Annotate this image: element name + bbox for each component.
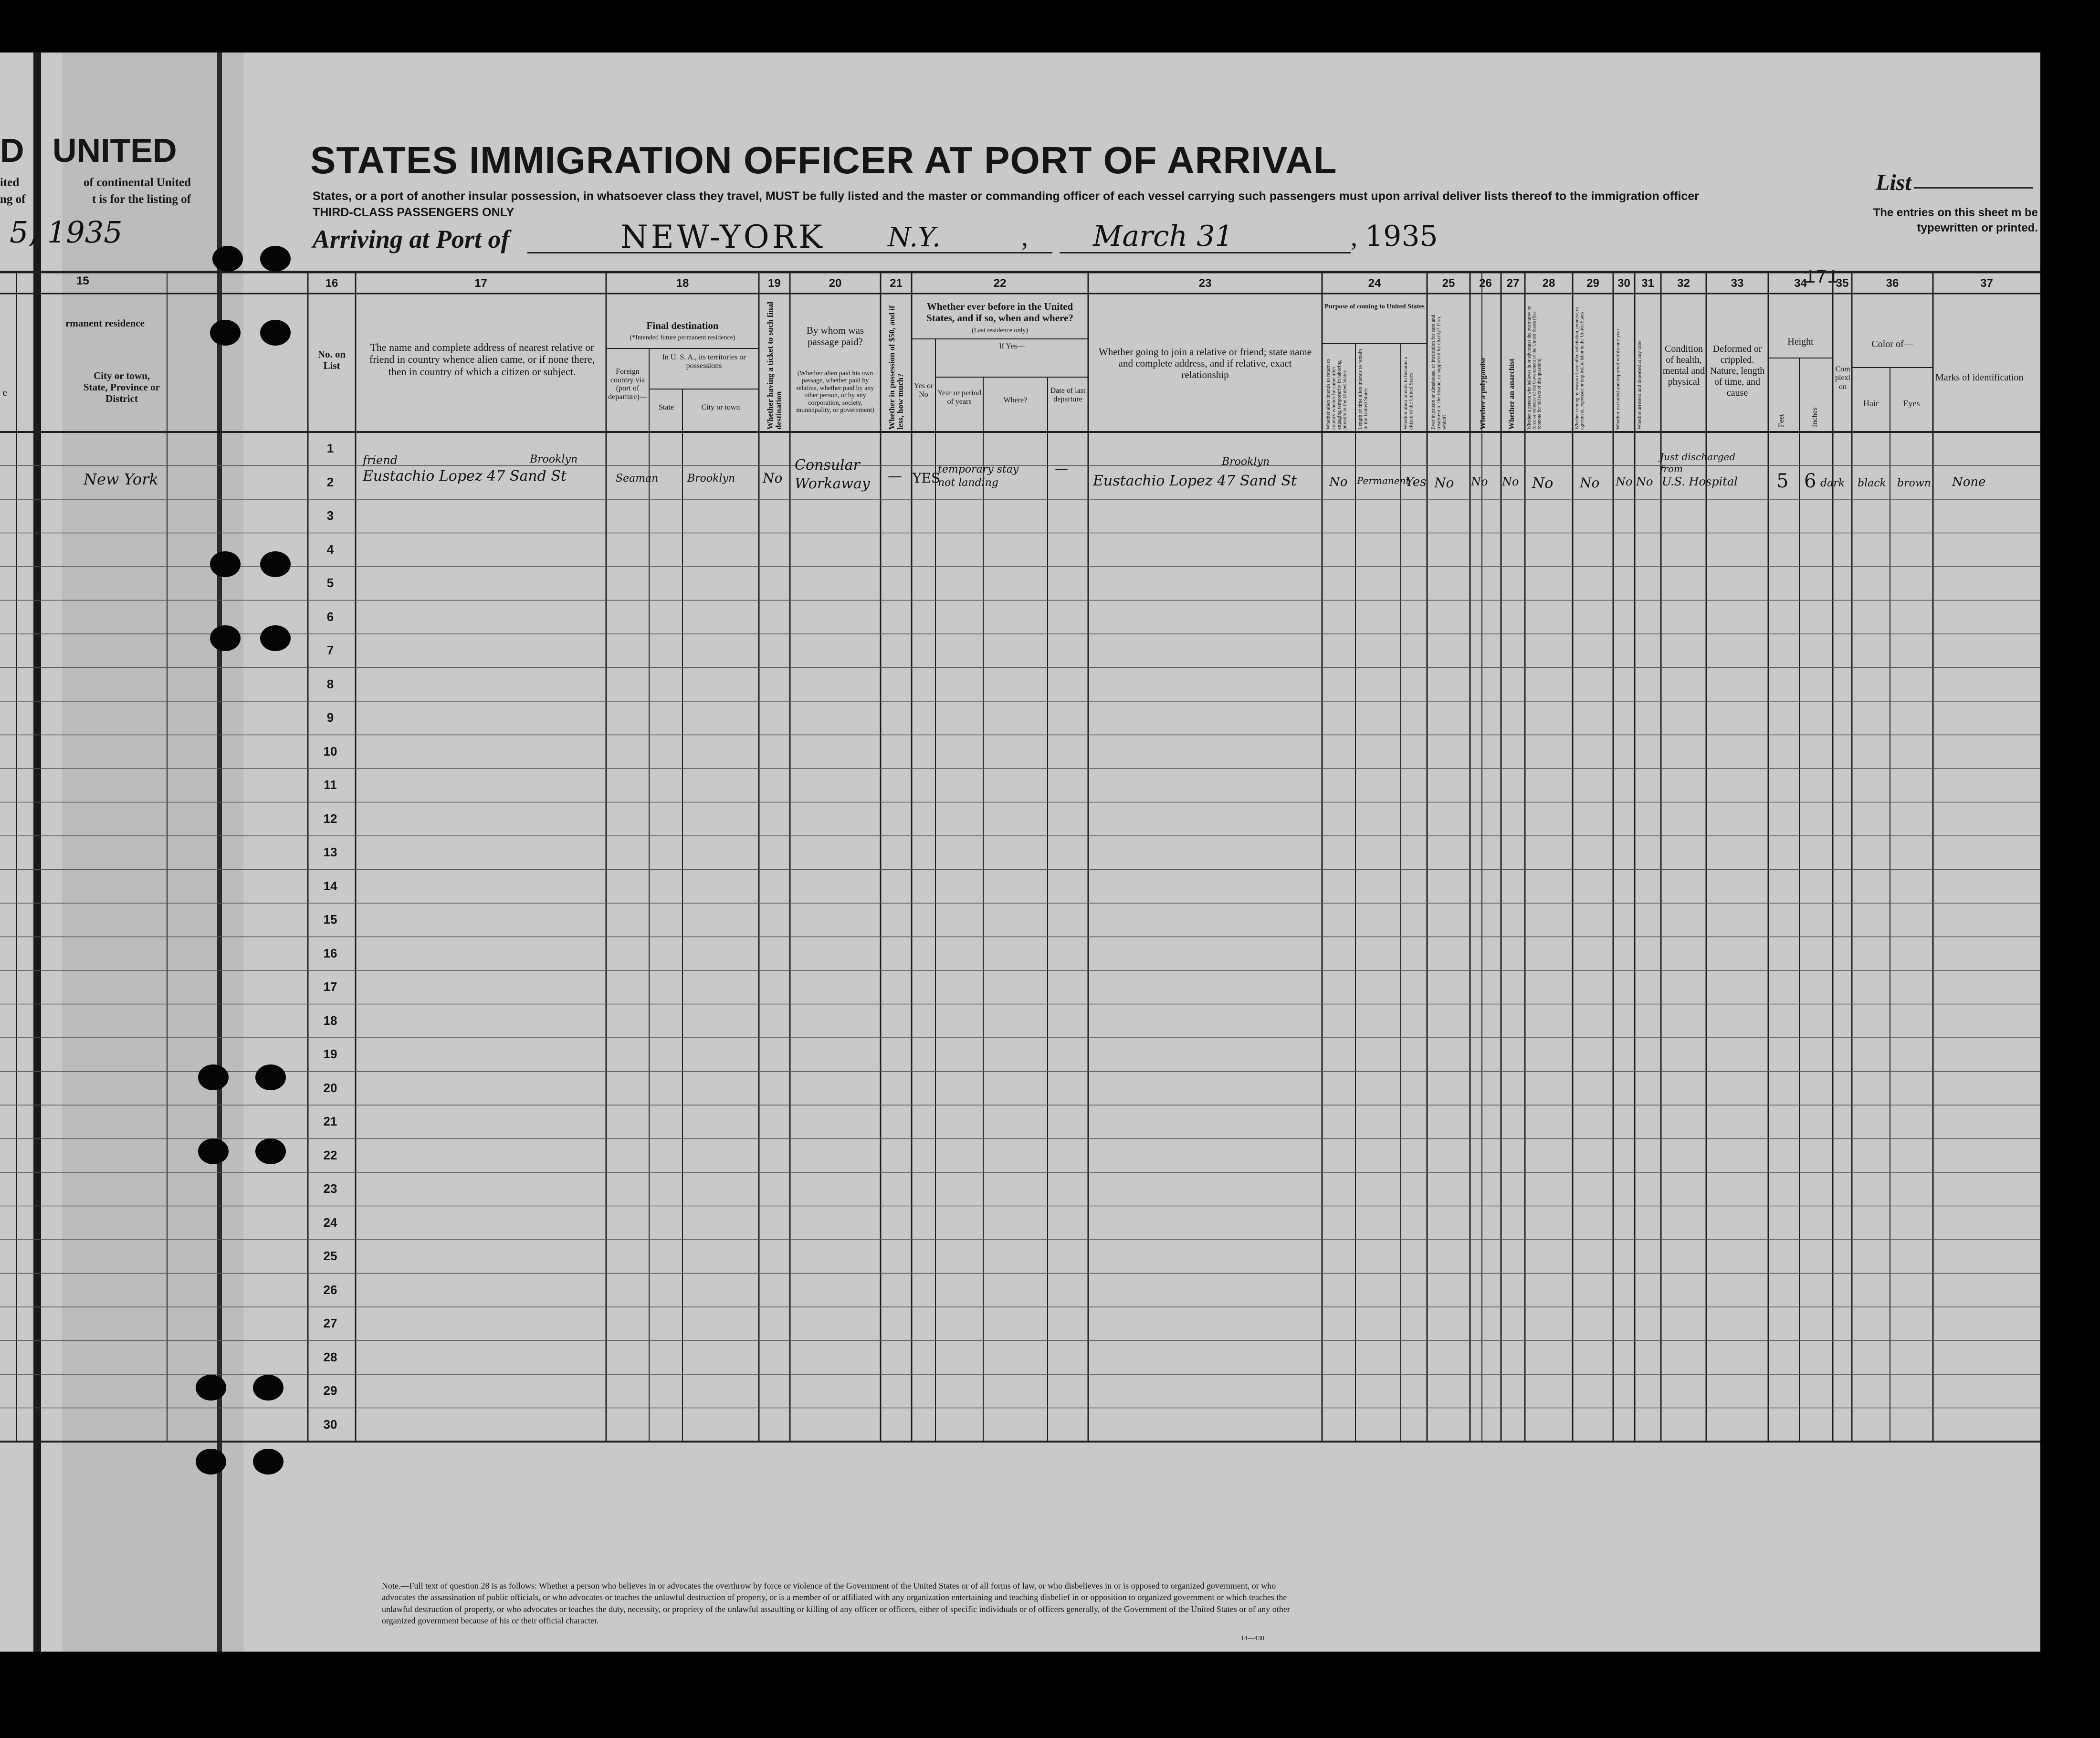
left-residence: New York [84, 470, 158, 488]
row-number: 9 [326, 710, 334, 725]
col18-usa: In U. S. A., its territories or possessions [662, 353, 746, 370]
header-line-1: States, or a port of another insular possession, in whatsoever class they travel, MUST be fully listed and the master or commanding officer of each vessel carrying such passengers must upon arrival deliver lists thereof to the immigration officer [313, 190, 1699, 203]
col27-number: 27 [1506, 277, 1520, 290]
punch-hole [260, 320, 291, 346]
entry-passage-paid: Consular Workaway [795, 457, 870, 492]
col37-number: 37 [1980, 277, 1993, 290]
col21-header: Whether in possession of $50, and if less, how much? [887, 305, 905, 430]
col18-state: State [659, 403, 674, 411]
entry-ticket: No [763, 470, 783, 486]
col24-number: 24 [1368, 277, 1381, 290]
col26-number: 26 [1479, 277, 1492, 290]
col33-header: Deformed or crippled. Nature, length of time, and cause [1710, 344, 1765, 398]
entry-prison: No [1434, 475, 1454, 491]
list-label: List [1876, 170, 1911, 195]
col34-feet: Feet [1777, 414, 1785, 427]
punch-hole [212, 246, 243, 272]
row-number: 15 [323, 912, 337, 927]
entry-join-city: Brooklyn [1222, 456, 1270, 468]
col20-sub: (Whether alien paid his own passage, whether paid by relative, whether paid by any other person, or by any corporation, society, municipality, or government) [796, 370, 874, 414]
col30-number: 30 [1617, 277, 1630, 290]
entry-anarchist: No [1502, 475, 1519, 488]
row-number: 24 [323, 1215, 337, 1230]
punch-hole [196, 1375, 226, 1401]
row-number: 11 [324, 778, 337, 792]
date-value: March 31 [1093, 220, 1233, 253]
sheet-number: 171 [1804, 267, 1839, 289]
col36-eyes: Eyes [1903, 399, 1920, 408]
punch-hole [260, 551, 291, 577]
manifest-sheet [0, 53, 2040, 1652]
row-number: 17 [323, 980, 337, 994]
entry-citizen: Yes [1406, 475, 1427, 489]
entry-relative-city: Brooklyn [530, 453, 578, 465]
col24-a: Whether alien intends to return to country whence he came after engaging temporarily in laboring pursuits in the United States [1325, 358, 1348, 430]
port-value: NEW-YORK [620, 219, 825, 255]
row-number: 2 [326, 474, 334, 489]
row-number: 19 [323, 1047, 337, 1062]
col36-number: 36 [1886, 277, 1899, 290]
table-grid [0, 53, 2040, 1652]
entry-offer: No [1580, 475, 1600, 491]
entry-join: Eustachio Lopez 47 Sand St [1093, 473, 1297, 489]
row-number: 1 [326, 441, 334, 456]
row-number: 4 [326, 542, 334, 557]
comma-2: , [1351, 222, 1357, 252]
col21-number: 21 [890, 277, 903, 290]
punch-hole [253, 1375, 284, 1401]
col29-header: Whether coming by reason of any offer, solicitation, promise, or agreement, expressed or implied, to labor in the United States [1575, 306, 1585, 430]
row-rules [0, 466, 2040, 1408]
entry-money: — [888, 468, 902, 485]
row-number: 30 [323, 1417, 337, 1432]
punch-hole [260, 246, 291, 272]
punch-hole [210, 551, 241, 577]
entry-polygamist: No [1471, 475, 1488, 488]
col22-date: Date of last departure [1050, 387, 1086, 403]
year-value: 1935 [1365, 220, 1438, 253]
col22-sub: (Last residence only) [971, 327, 1029, 334]
row-number: 8 [326, 676, 334, 691]
row-number: 7 [326, 643, 334, 658]
col22-where: Where? [1003, 396, 1028, 404]
col23-number: 23 [1198, 277, 1212, 290]
left-line-1: ited [0, 176, 20, 189]
col28-number: 28 [1542, 277, 1555, 290]
row-number: 12 [323, 811, 337, 826]
row-number: 3 [326, 508, 334, 523]
col22-number: 22 [993, 277, 1007, 290]
col33-number: 33 [1731, 277, 1744, 290]
punch-hole [198, 1064, 229, 1090]
row-number: 6 [326, 609, 334, 624]
entry-health-note: Just discharged from [1660, 451, 1736, 474]
col37-header: Marks of identification [1935, 372, 2024, 383]
col34-inches: Inches [1811, 407, 1819, 427]
entry-feet: 5 [1776, 470, 1789, 492]
left-line-2: of continental United [84, 176, 191, 189]
col18-city: City or town [701, 403, 740, 411]
col18-sub: (*Intended future permanent residence) [630, 334, 735, 341]
punch-hole [253, 1449, 284, 1475]
col18-number: 18 [676, 277, 689, 290]
left-title-united: UNITED [52, 132, 177, 169]
header-line-2: THIRD-CLASS PASSENGERS ONLY [313, 205, 514, 219]
punch-hole [255, 1064, 286, 1090]
col35-header: Complexion [1835, 365, 1850, 391]
row-number: 20 [323, 1080, 337, 1095]
punch-hole [255, 1138, 286, 1164]
row-number: 25 [323, 1249, 337, 1264]
col22-ifyes: If Yes— [999, 342, 1025, 350]
entry-arrested: No [1636, 475, 1653, 488]
row-number: 5 [326, 576, 334, 590]
col29-number: 29 [1586, 277, 1599, 290]
col19-number: 19 [768, 277, 781, 290]
col17-header: The name and complete address of nearest relative or friend in country whence alien came, or if none there, then in country of which a citizen or subject. [369, 341, 595, 378]
col24-header: Purpose of coming to United States [1324, 303, 1425, 310]
entry-complexion: dark [1820, 477, 1845, 489]
entry-health: U.S. Hospital [1662, 475, 1738, 488]
row-number: 22 [323, 1148, 337, 1162]
page-title: STATES IMMIGRATION OFFICER AT PORT OF ARRIVAL [310, 139, 1337, 181]
entry-relative-note: friend [363, 453, 398, 467]
entry-return: No [1329, 475, 1348, 489]
entry-hair: black [1858, 477, 1886, 489]
row-number: 14 [323, 878, 337, 893]
col20-header: By whom was passage paid? [806, 325, 864, 348]
punch-hole [210, 320, 241, 346]
left-col15-header: rmanent residence [65, 317, 145, 329]
state-value: N.Y. [888, 222, 941, 253]
col23-header: Whether going to join a relative or friend; state name and complete address, and if relative, exact relationship [1098, 346, 1312, 381]
col28-header: Whether a person who believes in or advocates the overthrow by force or violence of the Government of the United States (See footnote for full text of this question) [1527, 305, 1542, 430]
col35-number: 35 [1836, 277, 1849, 290]
entry-before-us: YES [913, 470, 941, 486]
col24-b: Length of time alien intends to remain in the United States [1357, 349, 1369, 430]
col31-number: 31 [1641, 277, 1654, 290]
col30-header: Whether excluded and deported within one year [1615, 328, 1621, 430]
footnote: Note.—Full text of question 28 is as follows: Whether a person who believes in or advocates the overthrow by force or violence of the Government of the United States or of all forms of law, or who disbelieves in or is opposed to organized government, or who advocates the assassination of public officials, or who advocates or teaches the unlawful destruction of property, or is a member of or affiliated with any organization entertaining and teaching disbelief in or opposition to organized government or which teaches the unlawful destruction of property, or who advocates or teaches the duty, necessity, or propriety of the unlawful assaulting or killing of any officer or officers, either of specific individuals or of officers generally, of the Government of the United States or of any other organized government because of his or their official character. [382, 1581, 1290, 1625]
entry-relative: Eustachio Lopez 47 Sand St [363, 468, 567, 485]
col25-number: 25 [1442, 277, 1455, 290]
entry-length: Permanent [1357, 475, 1410, 486]
left-date-fragment: 5, 1935 [10, 215, 123, 250]
col32-header: Condition of health, mental and physical [1662, 344, 1705, 387]
row-number: 21 [323, 1114, 337, 1129]
entry-overthrow: No [1532, 475, 1554, 492]
col24-c: Whether alien intends to become a citizen of the United States [1403, 357, 1414, 430]
punch-hole [260, 625, 291, 651]
col26-header: Whether a polygamist [1479, 358, 1487, 430]
row-number: 23 [323, 1181, 337, 1196]
col22-yesno: Yes or No [914, 382, 934, 399]
row-number: 29 [323, 1383, 337, 1398]
left-col15-number: 15 [76, 274, 89, 287]
left-col-fragment: e [2, 387, 7, 398]
col27-header: Whether an anarchist [1508, 358, 1516, 430]
col31-header: Whether arrested and deported at any time [1637, 340, 1642, 430]
col34-header: Height [1787, 337, 1814, 347]
col18-foreign: Foreign country via (port of departure)— [608, 368, 647, 401]
entry-foreign-country: Seaman [616, 473, 659, 485]
row-number: 16 [323, 946, 337, 960]
col17-number: 17 [474, 277, 487, 290]
punch-hole [196, 1449, 226, 1475]
col22-header: Whether ever before in the United States, and if so, when and where? [926, 301, 1073, 324]
col36-hair: Hair [1863, 399, 1879, 408]
arriving-label: Arriving at Port of [313, 225, 510, 253]
entry-years: temporary stay not landing [938, 463, 1019, 489]
punch-hole [210, 625, 241, 651]
col16-header: No. on List [317, 348, 346, 372]
row-number: 18 [323, 1013, 337, 1028]
col20-number: 20 [829, 277, 842, 290]
col22-years: Year or period of years [937, 389, 981, 406]
col32-number: 32 [1677, 277, 1690, 290]
form-code: 14—430 [1241, 1635, 1264, 1642]
col34-number: 34 [1794, 277, 1807, 290]
left-line-3: ng of [0, 193, 26, 206]
row-number: 13 [323, 845, 337, 860]
left-title-fragment: D [0, 132, 24, 169]
entry-marks: None [1952, 475, 1986, 489]
entry-excluded: No [1616, 475, 1633, 488]
row-number: 10 [323, 744, 337, 758]
comma-1: , [1021, 222, 1028, 252]
row-number: 26 [323, 1282, 337, 1297]
entry-date-departure: — [1055, 461, 1068, 476]
col36-header: Color of— [1871, 339, 1913, 349]
col18-header: Final destination [646, 320, 719, 331]
col25-header: Ever in prison or almshouse, or institution for care and treatment of the insane, or supported by charity? If so, which? [1430, 315, 1448, 430]
col16-number: 16 [325, 277, 338, 290]
entry-inches: 6 [1804, 470, 1816, 492]
entry-state: Brooklyn [687, 473, 735, 485]
row-number: 27 [323, 1316, 337, 1331]
row-number: 28 [323, 1349, 337, 1364]
entries-note: The entries on this sheet m be typewritten or printed. [1873, 206, 2038, 235]
left-col15-sub: City or town, State, Province or District [84, 370, 160, 405]
col19-header: Whether having a ticket to such final destination [766, 302, 783, 430]
left-line-4: t is for the listing of [92, 193, 191, 206]
punch-hole [198, 1138, 229, 1164]
entry-eyes: brown [1897, 477, 1931, 489]
